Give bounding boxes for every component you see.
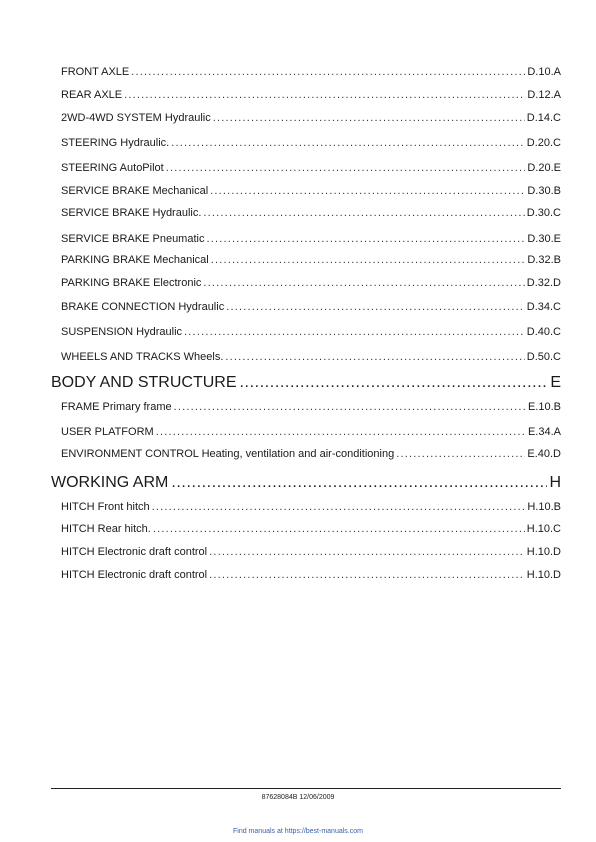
- toc-entry-code: D.30.C: [526, 207, 561, 219]
- toc-entry-code: D.12.A: [527, 89, 561, 101]
- toc-entry-label: ENVIRONMENT CONTROL Heating, ventilation and air-conditioning: [61, 448, 395, 460]
- toc-entry[interactable]: [61, 185, 561, 198]
- toc-entry-code: H.10.D: [526, 546, 561, 558]
- leader-dots: [124, 89, 525, 102]
- toc-entry[interactable]: [61, 66, 561, 79]
- toc-entry-label: PARKING BRAKE Electronic: [61, 277, 202, 289]
- toc-entry[interactable]: [61, 233, 561, 246]
- section-heading-body-and-structure[interactable]: [51, 373, 561, 392]
- toc-entry-label: WHEELS AND TRACKS Wheels.: [61, 351, 224, 363]
- toc-entry-label: STEERING AutoPilot: [61, 162, 164, 174]
- toc-entry-code: D.40.C: [526, 326, 561, 338]
- toc-entry-code: E.10.B: [527, 401, 561, 413]
- toc-entry-code: D.34.C: [526, 301, 561, 313]
- toc-entry[interactable]: [61, 401, 561, 414]
- leader-dots: [156, 426, 526, 439]
- toc-entry[interactable]: [61, 501, 561, 514]
- toc-entry-label: HITCH Front hitch: [61, 501, 150, 513]
- toc-entry-label: SERVICE BRAKE Mechanical: [61, 185, 209, 197]
- toc-entry-code: D.30.B: [527, 185, 561, 197]
- toc-entry-label: FRAME Primary frame: [61, 401, 172, 413]
- toc-entry-label: REAR AXLE: [61, 89, 123, 101]
- leader-dots: [210, 185, 525, 198]
- leader-dots: [209, 546, 525, 559]
- section-heading-code: H: [549, 474, 561, 491]
- toc-entry[interactable]: [61, 254, 561, 267]
- leader-dots: [203, 207, 524, 220]
- toc-entry-code: D.30.E: [527, 233, 561, 245]
- toc-entry[interactable]: [61, 277, 561, 290]
- toc-entry[interactable]: [61, 112, 561, 125]
- leader-dots: [240, 373, 549, 392]
- toc-entry[interactable]: [61, 523, 561, 536]
- leader-dots: [213, 112, 525, 125]
- toc-entry[interactable]: [61, 351, 561, 364]
- toc-entry-code: D.50.C: [526, 351, 561, 363]
- footer-link[interactable]: Find manuals at https://best-manuals.com: [233, 828, 363, 835]
- toc-entry[interactable]: [61, 207, 561, 220]
- section-heading-label: WORKING ARM: [51, 474, 169, 491]
- toc-entry-label: SUSPENSION Hydraulic: [61, 326, 183, 338]
- toc-entry[interactable]: [61, 546, 561, 559]
- leader-dots: [396, 448, 525, 461]
- section-heading-label: BODY AND STRUCTURE: [51, 374, 237, 391]
- toc-entry-code: D.32.B: [527, 254, 561, 266]
- toc-entry-label: HITCH Rear hitch.: [61, 523, 151, 535]
- leader-dots: [203, 277, 524, 290]
- leader-dots: [209, 569, 525, 582]
- leader-dots: [225, 351, 524, 364]
- toc-entry-code: D.20.C: [526, 137, 561, 149]
- toc-entry-code: H.10.C: [526, 523, 561, 535]
- section-heading-code: E: [550, 374, 561, 391]
- toc-entry-label: BRAKE CONNECTION Hydraulic: [61, 301, 225, 313]
- toc-entry-code: E.34.A: [527, 426, 561, 438]
- toc-entry-label: FRONT AXLE: [61, 66, 130, 78]
- toc-entry-code: D.10.A: [527, 66, 561, 78]
- toc-entry[interactable]: [61, 162, 561, 175]
- toc-entry-code: D.14.C: [526, 112, 561, 124]
- toc-entry-label: PARKING BRAKE Mechanical: [61, 254, 209, 266]
- toc-entry[interactable]: [61, 326, 561, 339]
- toc-entry-label: STEERING Hydraulic.: [61, 137, 170, 149]
- section-heading-working-arm[interactable]: [51, 473, 561, 492]
- toc-entry[interactable]: [61, 301, 561, 314]
- toc-entry[interactable]: [61, 448, 561, 461]
- document-code: 87628084B 12/06/2009: [261, 794, 335, 801]
- toc-entry-label: USER PLATFORM: [61, 426, 154, 438]
- leader-dots: [184, 326, 525, 339]
- toc-entry-label: HITCH Electronic draft control: [61, 546, 208, 558]
- toc-entry-label: SERVICE BRAKE Hydraulic.: [61, 207, 202, 219]
- toc-entry-label: SERVICE BRAKE Pneumatic: [61, 233, 205, 245]
- toc-entry-code: H.10.D: [526, 569, 561, 581]
- toc-entry-code: D.20.E: [527, 162, 561, 174]
- leader-dots: [171, 137, 525, 150]
- leader-dots: [131, 66, 525, 79]
- leader-dots: [171, 473, 547, 492]
- toc-entry-code: D.32.D: [526, 277, 561, 289]
- leader-dots: [152, 501, 526, 514]
- toc-entry-label: 2WD-4WD SYSTEM Hydraulic: [61, 112, 211, 124]
- leader-dots: [226, 301, 525, 314]
- leader-dots: [166, 162, 526, 175]
- leader-dots: [206, 233, 525, 246]
- leader-dots: [153, 523, 525, 536]
- toc-entry[interactable]: [61, 137, 561, 150]
- leader-dots: [174, 401, 526, 414]
- footer-divider: [51, 788, 561, 789]
- toc-entry[interactable]: [61, 426, 561, 439]
- toc-entry-label: HITCH Electronic draft control: [61, 569, 208, 581]
- toc-entry-code: H.10.B: [527, 501, 561, 513]
- toc-entry-code: E.40.D: [527, 448, 561, 460]
- leader-dots: [211, 254, 526, 267]
- toc-entry[interactable]: [61, 569, 561, 582]
- toc-entry[interactable]: [61, 89, 561, 102]
